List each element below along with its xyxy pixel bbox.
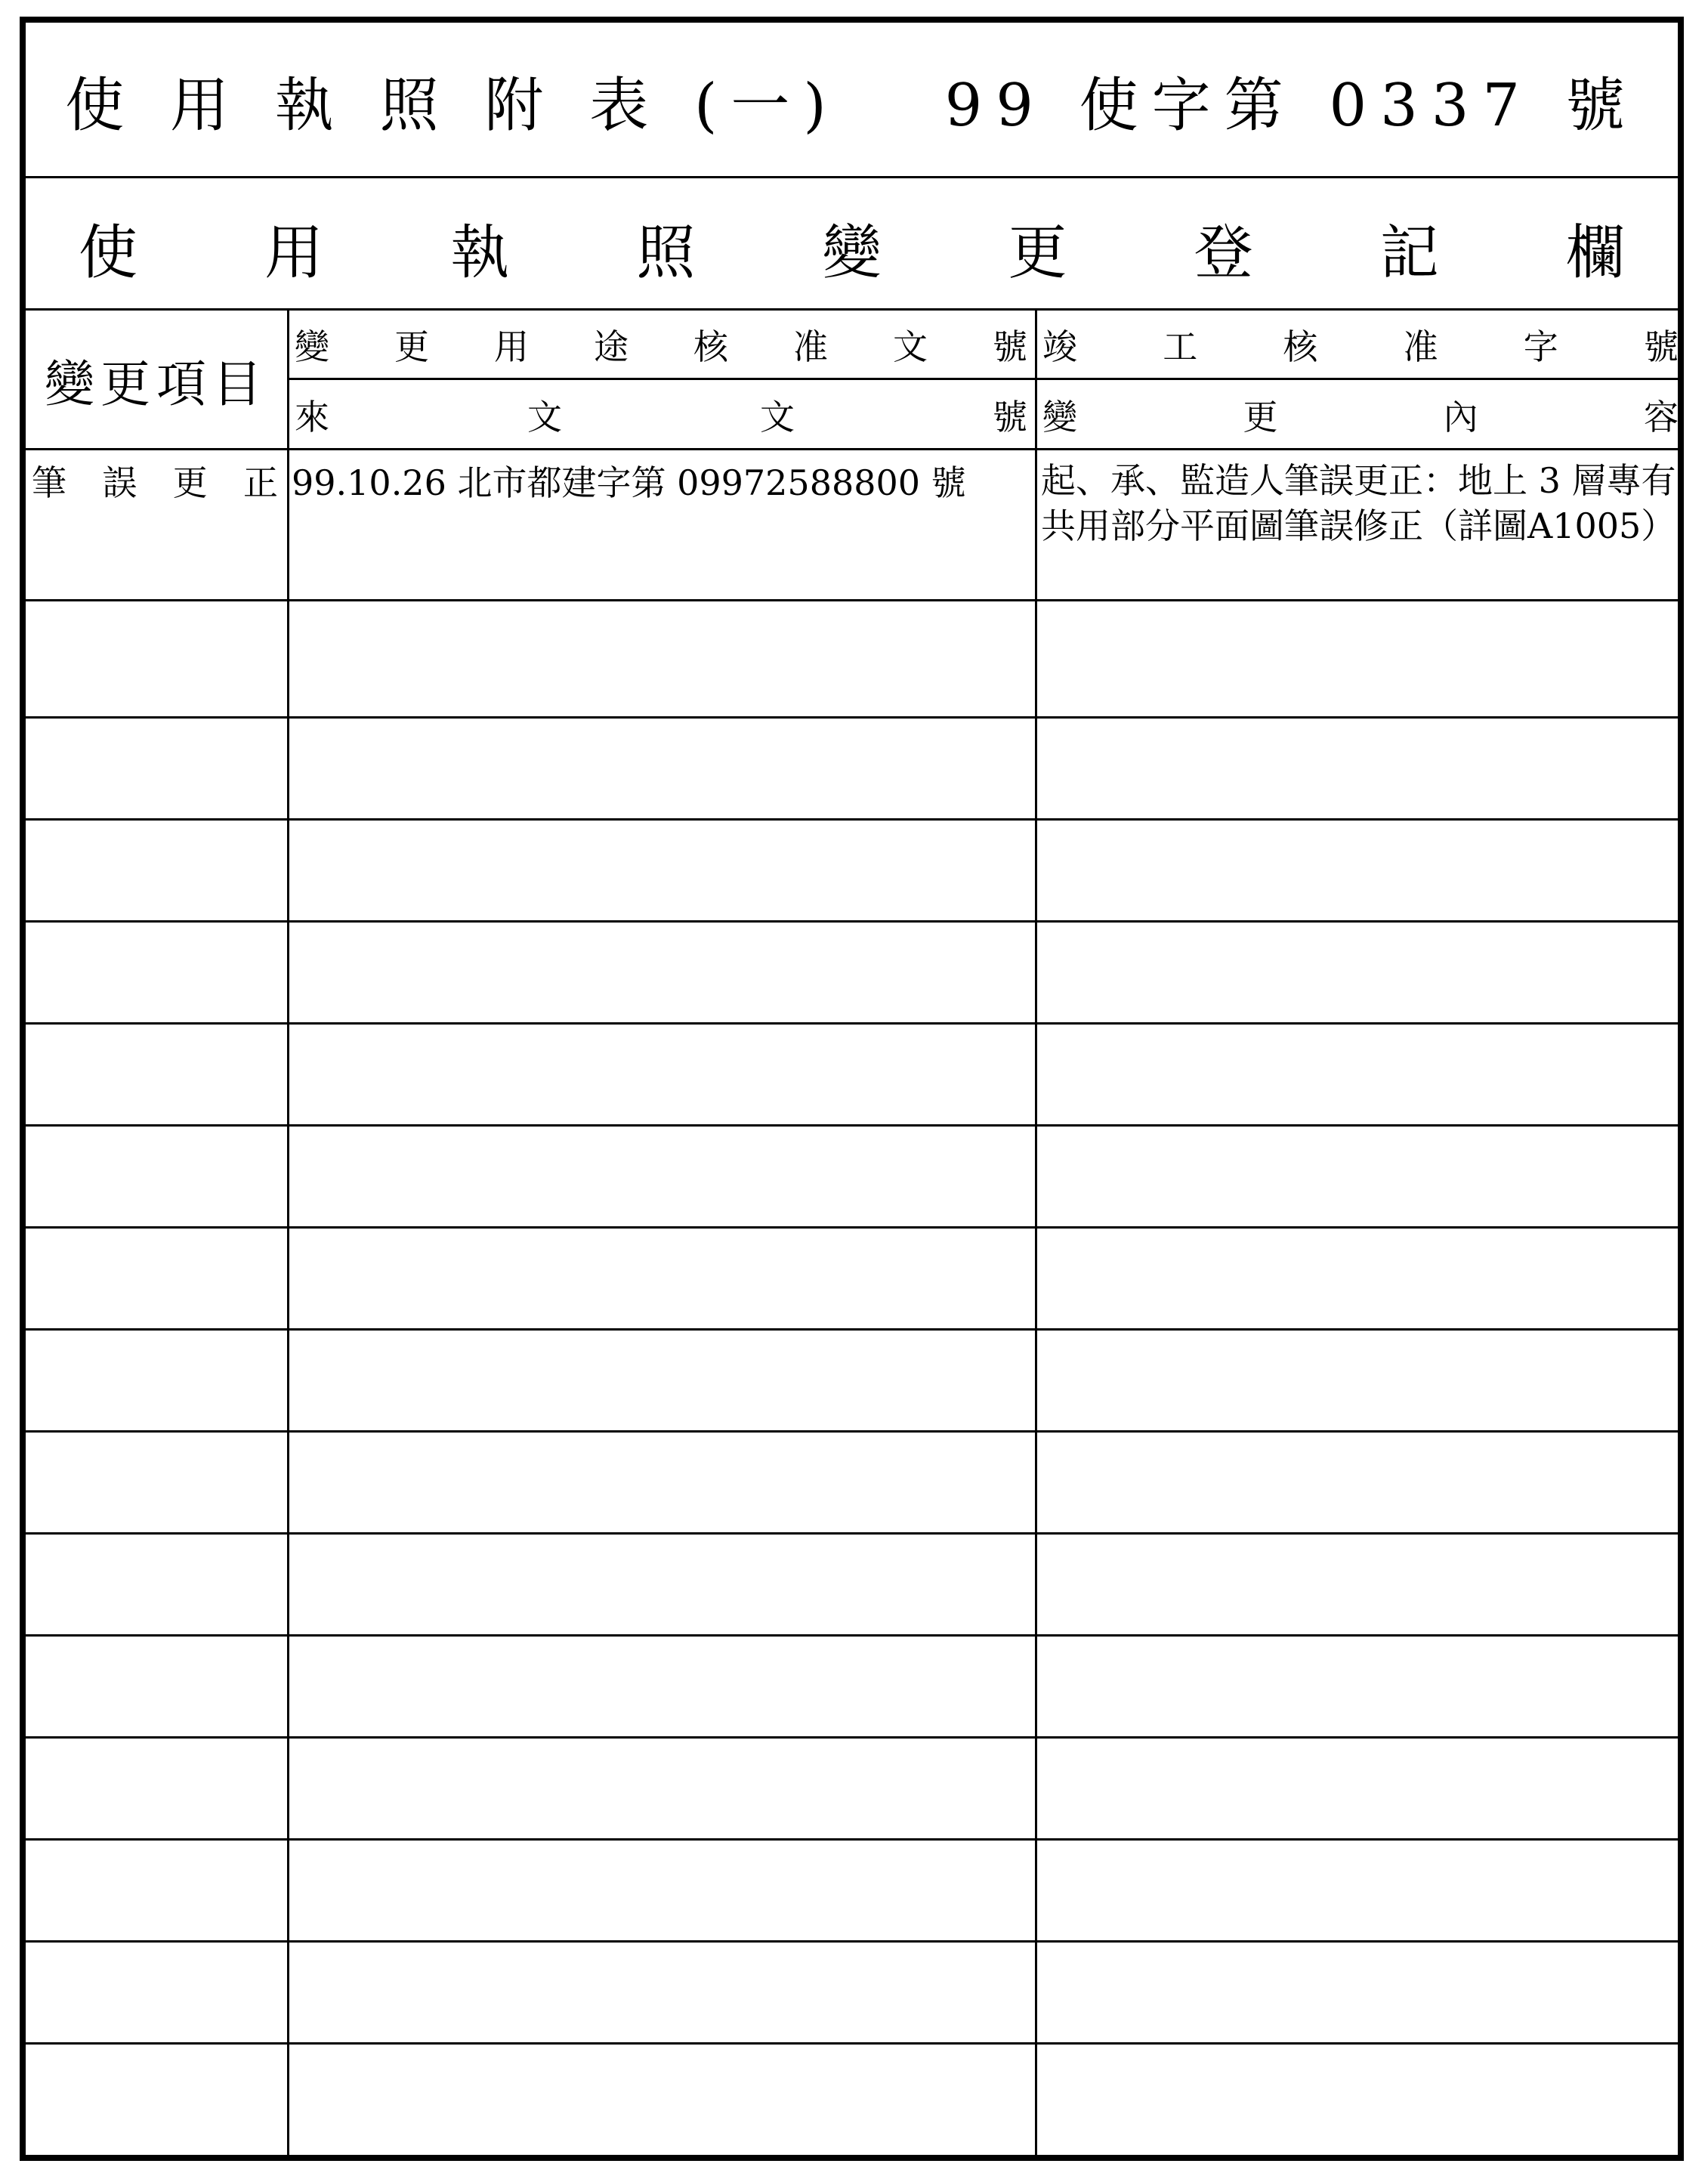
- section-title-char: 執: [450, 218, 510, 287]
- column-divider: [287, 310, 289, 2161]
- header-approval-doc-no: [295, 310, 1027, 379]
- table-row-line: [26, 1022, 1678, 1025]
- table-cell-item: [32, 450, 278, 511]
- header-char: 准: [793, 326, 828, 367]
- table-row-line: [26, 1430, 1678, 1433]
- header-incoming-doc-no: [295, 380, 1027, 450]
- header-char: 更: [394, 326, 429, 367]
- section-title-char: 登: [1194, 218, 1253, 287]
- table-row-line: [26, 920, 1678, 923]
- section-title-char: 欄: [1565, 218, 1625, 287]
- table-row-line: [26, 1838, 1678, 1841]
- header-char: 文: [760, 397, 795, 437]
- header-char: 准: [1403, 326, 1438, 367]
- header-char: 號: [993, 397, 1027, 437]
- column-divider: [1035, 310, 1037, 2161]
- table-row-line: [26, 2042, 1678, 2045]
- header-char: 變: [295, 326, 329, 367]
- header-char: 更: [1243, 397, 1278, 437]
- header-char: 號: [1643, 326, 1679, 367]
- section-title-char: 照: [636, 218, 696, 287]
- item-char: 誤: [102, 462, 137, 503]
- table-row-line: [26, 1124, 1678, 1127]
- table-row-line: [26, 1532, 1678, 1535]
- table-row-line: [26, 1634, 1678, 1637]
- header-char: 來: [295, 397, 329, 437]
- header-completion-no: [1042, 310, 1679, 379]
- table-row-line: [26, 599, 1678, 601]
- header-char: 字: [1523, 326, 1558, 367]
- table-row-line: [26, 1328, 1678, 1331]
- header-char: 容: [1643, 397, 1679, 437]
- table-cell-doc-no: 99.10.26 北市都建字第 09972588800 號: [292, 462, 966, 503]
- header-char: 號: [993, 326, 1027, 367]
- header-char: 途: [594, 326, 629, 367]
- section-title-char: 用: [264, 218, 324, 287]
- table-row-line: [26, 1736, 1678, 1739]
- item-char: 正: [242, 462, 278, 503]
- section-title-char: 使: [79, 218, 138, 287]
- header-char: 核: [693, 326, 728, 367]
- header-char: 用: [494, 326, 529, 367]
- table-row-line: [26, 716, 1678, 719]
- header-char: 竣: [1042, 326, 1077, 367]
- table-cell-content: 起、承、監造人筆誤更正：地上 3 層專有共用部分平面圖筆誤修正（詳圖A1005）: [1041, 460, 1676, 546]
- item-char: 更: [172, 462, 208, 503]
- section-title-char: 記: [1379, 218, 1439, 287]
- header-char: 文: [527, 397, 562, 437]
- table-row-line: [26, 1940, 1678, 1943]
- header-char: 變: [1042, 397, 1077, 437]
- section-title-char: 變: [822, 218, 882, 287]
- page-title: 使 用 執 照 附 表 (一) 99 使字第 0337 號: [65, 71, 1639, 140]
- header-char: 工: [1163, 326, 1198, 367]
- document-frame: [20, 17, 1684, 2161]
- table-row-line: [26, 818, 1678, 821]
- section-title: [79, 178, 1625, 317]
- section-title-char: 更: [1008, 218, 1067, 287]
- header-char: 核: [1283, 326, 1318, 367]
- header-char: 內: [1443, 397, 1478, 437]
- header-char: 文: [893, 326, 928, 367]
- header-change-content: [1042, 380, 1679, 450]
- item-char: 筆: [32, 462, 66, 503]
- header-change-item: 變更項目: [45, 355, 268, 413]
- table-row-line: [26, 1226, 1678, 1229]
